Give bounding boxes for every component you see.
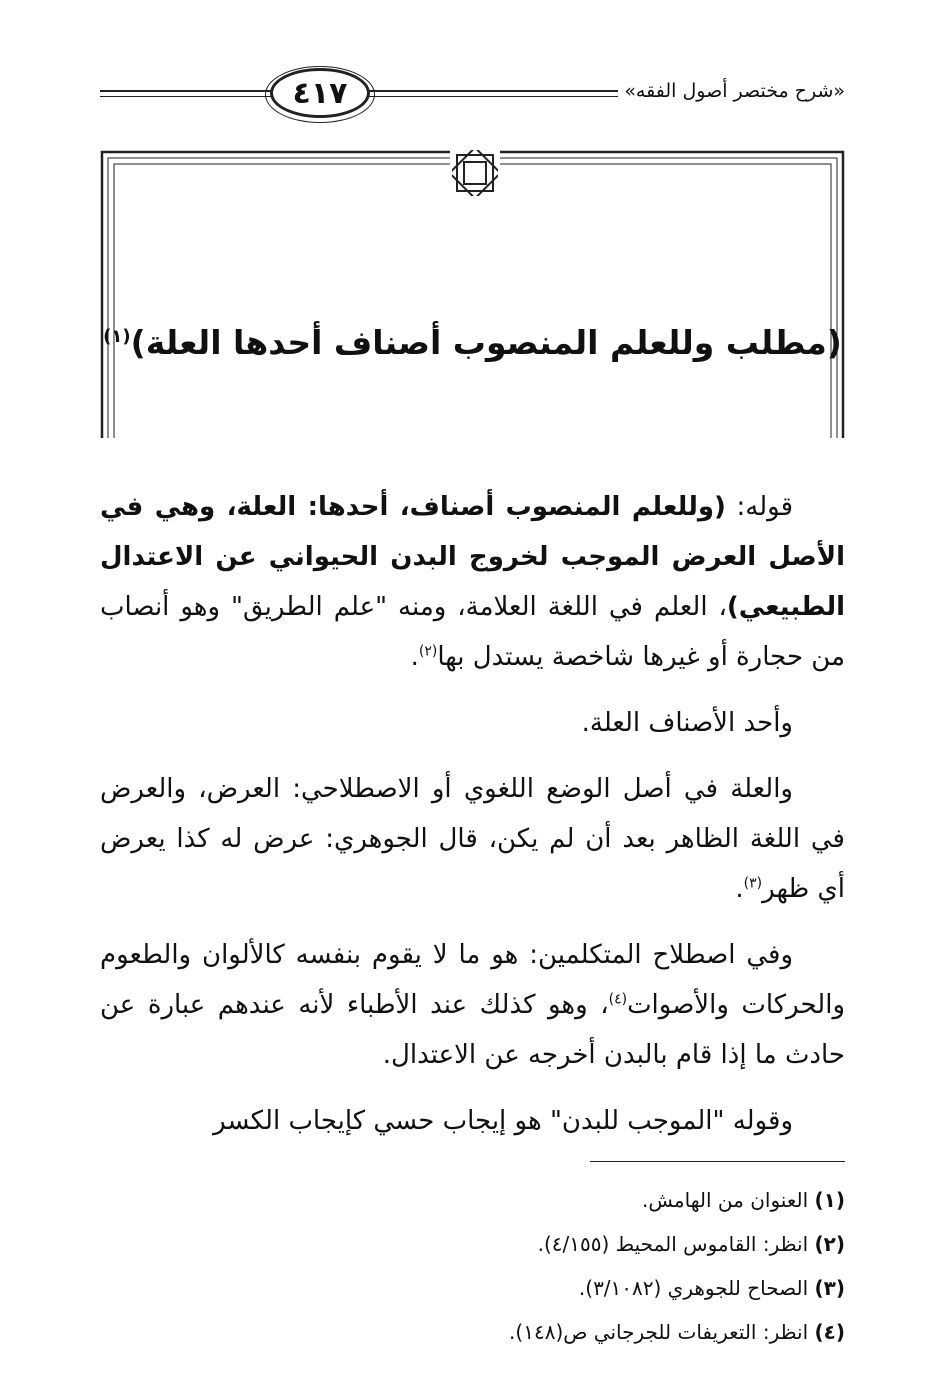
paragraph-3	[100, 764, 845, 914]
footnotes	[100, 1178, 845, 1354]
footnote-text: انظر: التعريفات للجرجاني ص(١٤٨).	[509, 1320, 815, 1344]
footnote-ref-4: (٤)	[608, 991, 628, 1008]
paragraph-1	[100, 482, 845, 682]
paragraph-4	[100, 930, 845, 1080]
footnote-3	[100, 1266, 845, 1310]
section-heading	[100, 323, 845, 362]
p1-intro: قوله:	[725, 492, 793, 522]
p3-end: .	[735, 874, 744, 904]
section-frame	[100, 148, 845, 438]
book-title: «شرح مختصر أصول الفقه»	[618, 80, 845, 102]
p1-commentary: ، العلم في اللغة العلامة، ومنه "علم الطريق" وهو أنصاب من حجارة أو غيرها شاخصة يستدل بها	[100, 592, 845, 672]
footnote-number: (١)	[814, 1188, 845, 1212]
p1-end: .	[410, 642, 419, 672]
footnote-number: (٣)	[814, 1276, 845, 1300]
section-heading-text: (مطلب وللعلم المنصوب أصناف أحدها العلة)	[130, 323, 842, 362]
star-ornament-icon	[452, 150, 498, 196]
p4-text-b: ، وهو كذلك عند الأطباء لأنه عندهم عبارة عن حادث ما إذا قام بالبدن أخرجه عن الاعتدال.	[100, 990, 845, 1070]
running-header	[100, 60, 845, 130]
page-number-text: ٤١٧	[292, 75, 348, 111]
p3-text: والعلة في أصل الوضع اللغوي أو الاصطلاحي: العرض، والعرض في اللغة الظاهر بعد أن لم يكن، قال الجوهري: عرض له كذا يعرض أي ظهر	[100, 774, 845, 904]
footnote-1	[100, 1178, 845, 1222]
main-text	[100, 482, 845, 1162]
p1-quoted-text: (وللعلم المنصوب أصناف، أحدها: العلة، وهي في الأصل العرض الموجب لخروج البدن الحيواني عن الاعتدال الطبيعي)	[100, 492, 845, 622]
paragraph-5: وقوله "الموجب للبدن" هو إيجاب حسي كإيجاب الكسر	[213, 1106, 793, 1136]
p4-text-a: وفي اصطلاح المتكلمين: هو ما لا يقوم بنفسه كالألوان والطعوم والحركات والأصوات	[100, 940, 845, 1020]
footnote-ref-3: (٣)	[743, 875, 763, 892]
footnote-text: انظر: القاموس المحيط (٤/١٥٥).	[537, 1232, 815, 1256]
footnote-2	[100, 1222, 845, 1266]
footnote-separator	[590, 1161, 845, 1162]
footnote-text: العنوان من الهامش.	[642, 1188, 815, 1212]
footnote-ref-2: (٢)	[418, 643, 438, 660]
paragraph-2: وأحد الأصناف العلة.	[581, 708, 793, 738]
footnote-text: الصحاح للجوهري (٣/١٠٨٢).	[578, 1276, 815, 1300]
page-number	[270, 68, 370, 118]
heading-footnote-ref: (١)	[103, 326, 131, 347]
footnote-4	[100, 1310, 845, 1354]
footnote-number: (٤)	[814, 1320, 845, 1344]
footnote-number: (٢)	[814, 1232, 845, 1256]
